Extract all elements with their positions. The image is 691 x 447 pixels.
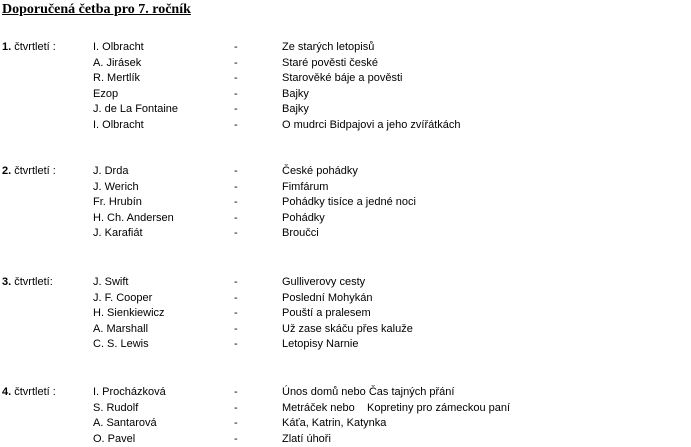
separator-dash: - bbox=[234, 432, 238, 445]
separator-dash: - bbox=[234, 72, 238, 84]
separator-dash: - bbox=[234, 211, 238, 224]
author-name: I. Olbracht bbox=[93, 118, 144, 131]
list-item bbox=[0, 40, 691, 56]
book-title: Zlatí úhoři bbox=[282, 432, 331, 445]
list-item bbox=[0, 195, 691, 211]
author-name: R. Mertlík bbox=[93, 72, 141, 84]
list-item bbox=[0, 416, 691, 432]
separator-dash: - bbox=[234, 87, 238, 100]
book-title: Káťa, Katrin, Katynka bbox=[282, 417, 387, 429]
list-item bbox=[0, 337, 691, 353]
separator-dash: - bbox=[234, 386, 238, 398]
book-title: Gulliverovy cesty bbox=[282, 276, 366, 288]
book-title: Pohádky tisíce a jedné noci bbox=[282, 196, 416, 208]
book-title: Poslední Mohykán bbox=[282, 291, 373, 304]
list-item bbox=[0, 56, 691, 72]
list-item bbox=[0, 432, 691, 447]
author-name: J. Werich bbox=[93, 180, 139, 193]
separator-dash: - bbox=[234, 196, 238, 208]
quarter-label-text: čtvrtletí : bbox=[11, 41, 56, 53]
list-item bbox=[0, 71, 691, 87]
author-name: S. Rudolf bbox=[93, 401, 139, 414]
book-title: O mudrci Bidpajovi a jeho zvířátkách bbox=[282, 118, 461, 131]
list-item bbox=[0, 211, 691, 227]
author-name: J. de La Fontaine bbox=[93, 103, 179, 115]
quarter-label-text: čtvrtletí : bbox=[11, 165, 56, 177]
list-item bbox=[0, 322, 691, 338]
separator-dash: - bbox=[234, 276, 238, 288]
author-name: C. S. Lewis bbox=[93, 338, 149, 350]
quarter-label-text: čtvrtletí : bbox=[11, 386, 56, 398]
quarter-number: 3. bbox=[2, 276, 12, 288]
quarter-number: 2. bbox=[2, 165, 12, 177]
page-title: Doporučená četba pro 7. ročník bbox=[2, 2, 191, 17]
author-name: A. Jirásek bbox=[93, 56, 142, 69]
quarter-number: 1. bbox=[2, 41, 12, 53]
author-name: Fr. Hrubín bbox=[93, 196, 142, 208]
separator-dash: - bbox=[234, 118, 238, 131]
book-title: České pohádky bbox=[282, 165, 358, 177]
book-title: Bajky bbox=[282, 87, 309, 100]
author-name: O. Pavel bbox=[93, 432, 136, 445]
book-title: Pouští a pralesem bbox=[282, 307, 371, 319]
list-item bbox=[0, 102, 691, 118]
separator-dash: - bbox=[234, 307, 238, 319]
book-title: Starověké báje a pověsti bbox=[282, 72, 403, 84]
list-item bbox=[0, 118, 691, 134]
book-title: Letopisy Narnie bbox=[282, 338, 359, 350]
author-name: Ezop bbox=[93, 87, 119, 100]
author-name: A. Santarová bbox=[93, 417, 157, 429]
book-title: Fimfárum bbox=[282, 180, 329, 193]
book-title: Ze starých letopisů bbox=[282, 41, 375, 53]
author-name: H. Ch. Andersen bbox=[93, 211, 174, 224]
book-title: Pohádky bbox=[282, 211, 325, 224]
list-item bbox=[0, 401, 691, 417]
book-title: Metráček nebo Kopretiny pro zámeckou paní bbox=[282, 401, 511, 414]
separator-dash: - bbox=[234, 165, 238, 177]
separator-dash: - bbox=[234, 338, 238, 350]
quarter-number: 4. bbox=[2, 386, 12, 398]
list-item bbox=[0, 291, 691, 307]
author-name: H. Sienkiewicz bbox=[93, 307, 165, 319]
separator-dash: - bbox=[234, 56, 238, 69]
author-name: J. Swift bbox=[93, 276, 129, 288]
author-name: J. F. Cooper bbox=[93, 291, 153, 304]
author-name: A. Marshall bbox=[93, 322, 149, 335]
author-name: I. Olbracht bbox=[93, 41, 144, 53]
author-name: J. Drda bbox=[93, 165, 129, 177]
book-title: Únos domů nebo Čas tajných přání bbox=[282, 386, 455, 398]
book-title: Broučci bbox=[282, 227, 319, 239]
book-title: Staré pověsti české bbox=[282, 56, 378, 69]
list-item bbox=[0, 87, 691, 103]
list-item bbox=[0, 385, 691, 401]
list-item bbox=[0, 306, 691, 322]
separator-dash: - bbox=[234, 322, 238, 335]
separator-dash: - bbox=[234, 401, 238, 414]
separator-dash: - bbox=[234, 180, 238, 193]
list-item bbox=[0, 275, 691, 291]
separator-dash: - bbox=[234, 417, 238, 429]
author-name: J. Karafiát bbox=[93, 227, 143, 239]
separator-dash: - bbox=[234, 227, 238, 239]
book-title: Už zase skáču přes kaluže bbox=[282, 322, 413, 335]
author-name: I. Procházková bbox=[93, 386, 166, 398]
separator-dash: - bbox=[234, 291, 238, 304]
list-item bbox=[0, 226, 691, 242]
separator-dash: - bbox=[234, 103, 238, 115]
separator-dash: - bbox=[234, 41, 238, 53]
list-item bbox=[0, 164, 691, 180]
quarter-label-text: čtvrtletí: bbox=[11, 276, 53, 288]
list-item bbox=[0, 180, 691, 196]
book-title: Bajky bbox=[282, 103, 309, 115]
